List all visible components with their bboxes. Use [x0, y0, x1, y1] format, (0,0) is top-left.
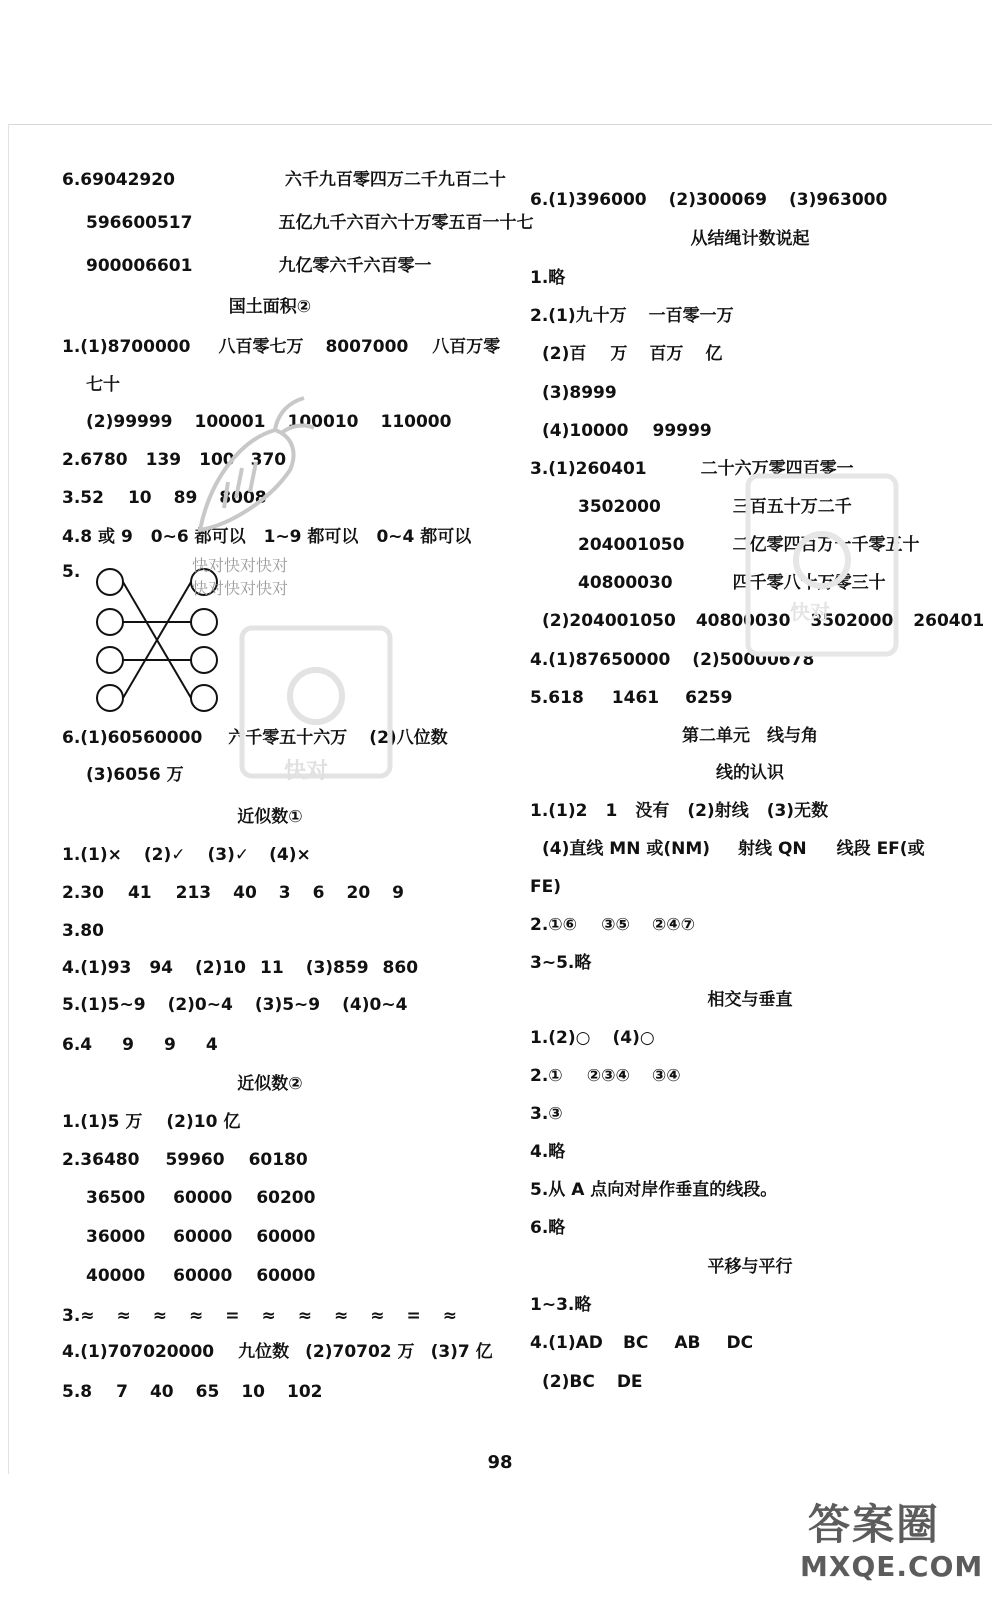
answer-segment: 九亿零六千六百零一 — [278, 256, 432, 276]
answer-segment: 0~6 都可以 — [150, 527, 246, 547]
answer-segment: 8007000 — [325, 337, 409, 357]
answer-segment: DE — [616, 1372, 643, 1392]
answer-segment: 3.≈ — [62, 1306, 95, 1326]
match-circle-right-2 — [191, 609, 217, 635]
page-number: 98 — [487, 1452, 513, 1473]
answer-segment: 65 — [195, 1382, 220, 1402]
answer-segment: 10 — [241, 1382, 265, 1402]
answer-segment: 213 — [175, 883, 212, 903]
match-circle-left-3 — [97, 647, 123, 673]
answer-segment: 60000 — [256, 1266, 316, 1286]
answer-segment: (3)5~9 — [254, 995, 321, 1015]
answer-segment: 10 — [127, 488, 152, 508]
answer-segment: 139 — [145, 450, 182, 470]
answer-segment: ③⑤ — [601, 915, 630, 935]
answer-segment: 100010 — [287, 412, 359, 432]
answer-segment: 亿 — [705, 344, 723, 364]
answer-segment: AB — [674, 1333, 701, 1353]
answer-segment: 9 — [122, 1035, 134, 1055]
answer-segment: 6 — [312, 883, 325, 903]
answer-segment: 6.4 — [62, 1035, 93, 1055]
right-answer-line — [530, 1294, 591, 1316]
answer-segment: 万 — [610, 344, 628, 364]
answer-segment: 94 — [149, 958, 173, 978]
section-heading: 近似数① — [237, 807, 303, 827]
answer-segment: 八百零七万 — [218, 337, 304, 357]
answer-segment: 5.从 A 点向对岸作垂直的线段。 — [530, 1180, 778, 1200]
carrot-watermark-icon — [180, 390, 320, 540]
stamp-watermark-right — [742, 470, 902, 660]
answer-segment: 9 — [163, 1035, 176, 1055]
answer-segment: ≈ — [297, 1306, 313, 1326]
answer-segment: 4 — [205, 1035, 218, 1055]
right-answer-line — [530, 1027, 655, 1049]
match-circle-left-1 — [97, 569, 123, 595]
answer-segment: ≈ — [152, 1306, 168, 1326]
answer-segment: (2)70702 万 — [305, 1342, 415, 1362]
answer-segment: 60180 — [248, 1150, 308, 1170]
answer-segment: 40800030 — [695, 611, 791, 631]
answer-segment: 五亿九千六百六十万零五百一十七 — [278, 213, 534, 233]
answer-segment: 40000 — [86, 1266, 146, 1286]
answer-segment: 2.30 — [62, 883, 104, 903]
corner-logo-text: 答案圈 — [808, 1500, 941, 1549]
answer-segment: ②④⑦ — [651, 915, 696, 935]
right-answer-line — [530, 305, 734, 327]
answer-segment: 4.8 或 9 — [62, 527, 133, 547]
answer-segment: 0~4 都可以 — [376, 527, 472, 547]
answer-segment: 1.(1)× — [62, 845, 122, 865]
answer-segment: (2)10 亿 — [166, 1112, 241, 1132]
answer-segment: 100001 — [194, 412, 266, 432]
answer-segment: 40 — [149, 1382, 174, 1402]
answer-segment: 370 — [250, 450, 287, 470]
answer-segment: 二亿零四百万一千零五十 — [732, 535, 920, 555]
answer-segment: (2)BC — [542, 1372, 595, 1392]
answer-segment: ≈ — [334, 1306, 349, 1326]
right-answer-line — [542, 838, 925, 860]
section-heading: 相交与垂直 — [707, 990, 793, 1010]
answer-segment: (2)50000678 — [692, 650, 815, 670]
answer-segment: 4.(1)87650000 — [530, 650, 671, 670]
answer-segment: ≈ — [261, 1306, 276, 1326]
match-circle-left-2 — [97, 609, 123, 635]
answer-segment: (3)无数 — [766, 801, 829, 821]
answer-segment: 1~9 都可以 — [263, 527, 359, 547]
match-circle-right-3 — [191, 647, 217, 673]
answer-segment: 1461 — [611, 688, 660, 708]
answer-segment: 线段 EF(或 — [836, 839, 925, 859]
right-answer-line — [530, 1065, 681, 1087]
answer-segment: 99999 — [652, 421, 712, 441]
right-answer-line — [530, 189, 887, 211]
answer-segment: 1.(1)8700000 — [62, 337, 191, 357]
left-answer-line — [62, 1111, 240, 1133]
stamp-watermark-right-text: 快对 — [790, 600, 830, 624]
left-answer-line — [62, 1149, 308, 1171]
answer-segment: ≈ — [442, 1306, 458, 1326]
answer-segment: 6.(1)396000 — [530, 190, 647, 210]
left-answer-line — [62, 561, 80, 583]
answer-segment: 6.略 — [530, 1218, 566, 1238]
answer-segment: ≈ — [189, 1306, 204, 1326]
section-heading: 近似数② — [237, 1074, 303, 1094]
right-answer-line — [530, 952, 591, 974]
watermark-text-line2: 快对快对快对 — [192, 579, 289, 598]
answer-segment: 60000 — [173, 1188, 233, 1208]
answer-segment: (3)963000 — [788, 190, 888, 210]
left-answer-line — [86, 1187, 315, 1209]
answer-segment: 1.略 — [530, 268, 566, 288]
section-heading: 第二单元 线与角 — [682, 726, 818, 746]
left-answer-line — [62, 1381, 322, 1403]
section-heading: 线的认识 — [716, 763, 784, 783]
answer-segment: 3502000 — [578, 497, 661, 517]
answer-segment: 204001050 — [578, 535, 685, 555]
answer-segment: (3)7 亿 — [430, 1342, 493, 1362]
right-answer-line — [530, 876, 561, 898]
left-answer-line — [86, 764, 184, 786]
answer-segment: 1.(1)2 — [530, 801, 588, 821]
answer-segment: 1.(2)○ — [530, 1028, 591, 1048]
right-answer-line — [542, 1371, 643, 1393]
answer-segment: 3.52 — [62, 488, 104, 508]
corner-logo-url: MXQE.COM — [800, 1550, 984, 1583]
answer-segment: (3)6056 万 — [86, 765, 184, 785]
answer-segment: 900006601 — [86, 256, 193, 276]
answer-segment: 40800030 — [578, 573, 673, 593]
answer-segment: (2)八位数 — [369, 728, 448, 748]
answer-segment: 20 — [346, 883, 371, 903]
match-circle-left-4 — [97, 685, 123, 711]
section-heading: 国土面积② — [228, 297, 312, 317]
answer-segment: 89 — [173, 488, 198, 508]
answer-segment: 3.(1)260401 — [530, 459, 647, 479]
answer-segment: 9 — [392, 883, 404, 903]
answer-segment: 7 — [116, 1382, 128, 1402]
answer-segment: FE) — [530, 877, 561, 897]
answer-segment: 60000 — [173, 1227, 233, 1247]
right-answer-line — [530, 914, 695, 936]
answer-segment: 八百万零 — [432, 337, 501, 357]
answer-segment: (3)8999 — [542, 383, 617, 403]
answer-segment: 4.(1)AD — [530, 1333, 603, 1353]
answer-segment: ≈ — [370, 1306, 385, 1326]
answer-segment: 2.(1)九十万 — [530, 306, 627, 326]
answer-segment: 260401 — [913, 611, 985, 631]
answer-segment: 59960 — [165, 1150, 225, 1170]
left-answer-line — [62, 882, 404, 904]
answer-segment: 36000 — [86, 1227, 146, 1247]
answer-segment: (2)300069 — [668, 190, 767, 210]
answer-segment: 6259 — [685, 688, 733, 708]
answer-segment: = — [225, 1306, 240, 1326]
answer-segment: 5. — [62, 562, 81, 582]
answer-segment: 2.6780 — [62, 450, 128, 470]
left-answer-line — [62, 844, 311, 866]
answer-segment: 8008 — [219, 488, 267, 508]
right-answer-line — [530, 1103, 563, 1125]
answer-segment: 102 — [286, 1382, 323, 1402]
left-answer-line — [86, 255, 431, 277]
right-answer-line — [542, 343, 722, 365]
answer-segment: (2)10 — [194, 958, 247, 978]
answer-segment: 四千零八十万零三十 — [732, 573, 886, 593]
section-heading: 从结绳计数说起 — [690, 229, 810, 249]
right-answer-line — [530, 1217, 565, 1239]
left-answer-line — [62, 336, 500, 358]
answer-segment: 二十六万零四百零一 — [700, 459, 854, 479]
right-answer-line — [530, 1179, 777, 1201]
answer-segment: (2)204001050 — [542, 611, 676, 631]
answer-segment: 60000 — [256, 1227, 316, 1247]
right-answer-line — [530, 267, 565, 289]
answer-segment: 六千九百零四万二千九百二十 — [284, 170, 506, 190]
answer-segment: 没有 — [635, 801, 670, 821]
answer-segment: 41 — [127, 883, 152, 903]
left-answer-line — [62, 1034, 218, 1056]
answer-segment: (3)859 — [305, 958, 369, 978]
answer-segment: (2)射线 — [687, 801, 749, 821]
watermark-text-line1: 快对快对快对 — [192, 556, 289, 575]
answer-segment: (4)○ — [612, 1028, 655, 1048]
answer-segment: (3)✓ — [207, 845, 250, 865]
answer-segment: 3.80 — [62, 921, 104, 941]
answer-segment: 3.③ — [530, 1104, 563, 1124]
answer-segment: 11 — [260, 958, 284, 978]
right-answer-line — [530, 1332, 753, 1354]
answer-segment: 三百五十万二千 — [732, 497, 852, 517]
answer-segment: = — [406, 1306, 421, 1326]
answer-segment: 六千零五十六万 — [228, 728, 348, 748]
left-answer-line — [86, 1226, 315, 1248]
answer-segment: (2)百 — [542, 344, 587, 364]
answer-segment: 1~3.略 — [530, 1295, 592, 1315]
left-answer-line — [62, 957, 418, 979]
answer-segment: 2.① — [530, 1066, 563, 1086]
answer-segment: (2)0~4 — [167, 995, 233, 1015]
left-answer-line — [86, 1265, 315, 1287]
answer-segment: DC — [726, 1333, 754, 1353]
right-answer-line — [542, 420, 712, 442]
answer-segment: 6.(1)60560000 — [62, 728, 203, 748]
answer-segment: 一百零一万 — [648, 306, 734, 326]
answer-segment: (4)0~4 — [342, 995, 408, 1015]
answer-segment: 2.36480 — [62, 1150, 140, 1170]
answer-segment: (2)✓ — [143, 845, 186, 865]
answer-segment: 七十 — [86, 375, 120, 395]
left-answer-line — [62, 994, 407, 1016]
answer-segment: 6.69042920 — [62, 170, 175, 190]
left-answer-line — [62, 920, 104, 942]
answer-segment: (4)10000 — [542, 421, 629, 441]
answer-segment: 射线 QN — [738, 839, 807, 859]
answer-segment: (2)99999 — [86, 412, 173, 432]
left-answer-line — [86, 374, 120, 396]
answer-segment: 40 — [233, 883, 257, 903]
answer-segment: 5.618 — [530, 688, 584, 708]
answer-segment: ≈ — [116, 1306, 131, 1326]
stamp-watermark-left-text: 快对 — [284, 759, 329, 784]
answer-segment: 36500 — [86, 1188, 146, 1208]
answer-segment: 3~5.略 — [530, 953, 592, 973]
answer-segment: 2.①⑥ — [530, 915, 578, 935]
answer-segment: 九位数 — [238, 1342, 290, 1362]
answer-segment: 1 — [605, 801, 618, 821]
answer-segment: 百万 — [649, 344, 684, 364]
section-heading: 平移与平行 — [707, 1257, 793, 1277]
right-answer-line — [530, 1141, 565, 1163]
page-border-left — [8, 124, 9, 1474]
answer-segment: BC — [622, 1333, 649, 1353]
match-circle-right-4 — [191, 685, 217, 711]
answer-segment: 860 — [382, 958, 419, 978]
answer-segment: 4.(1)93 — [62, 958, 132, 978]
answer-segment: 60000 — [173, 1266, 233, 1286]
right-answer-line — [530, 800, 828, 822]
left-answer-line — [62, 169, 506, 191]
answer-segment: (4)× — [269, 845, 311, 865]
answer-segment: 1.(1)5 万 — [62, 1112, 143, 1132]
answer-segment: 5.8 — [62, 1382, 93, 1402]
answer-segment: 4.略 — [530, 1142, 566, 1162]
answer-segment: 3 — [278, 883, 291, 903]
right-answer-line — [542, 382, 617, 404]
answer-segment: ③④ — [651, 1066, 681, 1086]
left-answer-line — [86, 212, 533, 234]
answer-segment: ②③④ — [586, 1066, 630, 1086]
right-answer-line — [530, 687, 732, 709]
answer-segment: 596600517 — [86, 213, 193, 233]
left-answer-line — [62, 1305, 457, 1327]
answer-segment: (4)直线 MN 或(NM) — [542, 839, 711, 859]
answer-segment: 4.(1)707020000 — [62, 1342, 215, 1362]
answer-segment: 3502000 — [810, 611, 894, 631]
answer-segment: 110000 — [380, 412, 452, 432]
answer-segment: 5.(1)5~9 — [62, 995, 146, 1015]
left-answer-line — [62, 1341, 493, 1363]
answer-segment: 100 — [199, 450, 235, 470]
page-border-top — [8, 124, 992, 125]
answer-segment: 60200 — [256, 1188, 316, 1208]
